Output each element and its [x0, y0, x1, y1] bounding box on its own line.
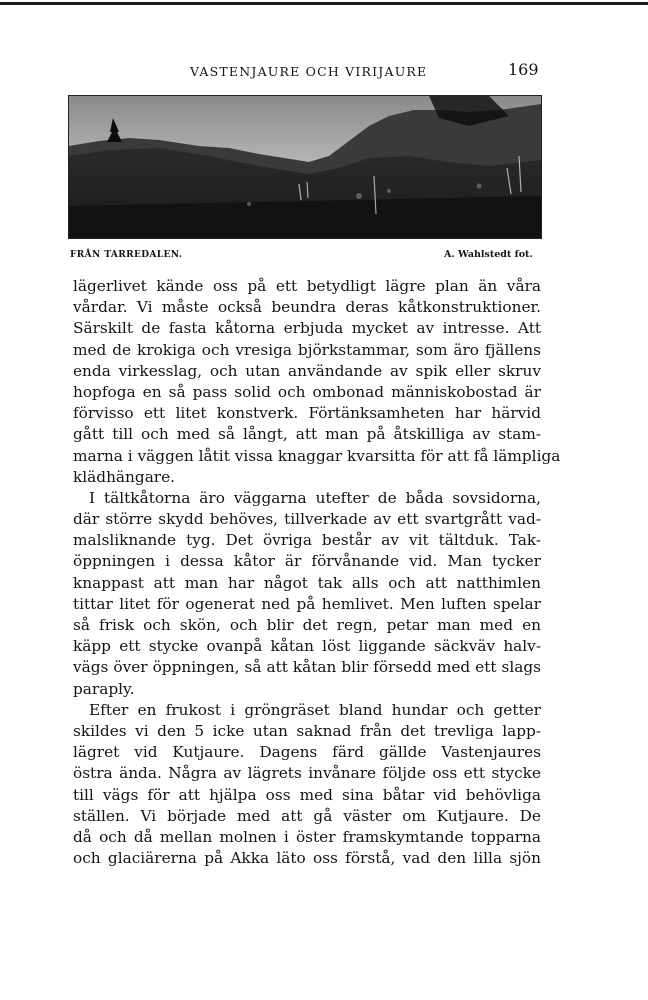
running-head: VASTENJAURE OCH VIRIJAURE: [190, 64, 428, 79]
text-line: så frisk och skön, och blir det regn, petar man med en: [73, 616, 541, 634]
text-line: vägs över öppningen, så att kåtan blir försedd med ett slags: [73, 658, 541, 677]
page-number: 169: [508, 60, 539, 79]
text-line: käpp ett stycke ovanpå kåtan löst liggande säckväv halv-: [73, 637, 541, 656]
top-border-rule: [0, 2, 648, 5]
text-line: malsliknande tyg. Det övriga består av vit tältduk. Tak-: [73, 531, 541, 550]
text-line: förvisso ett litet konstverk. Förtänksamheten har härvid: [73, 404, 541, 423]
text-line: klädhängare.: [73, 467, 176, 486]
text-line: lägret vid Kutjaure. Dagens färd gällde Vastenjaures: [73, 743, 541, 762]
text-line: hopfoga en så pass solid och ombonad människobostad är: [73, 382, 541, 401]
text-line: marna i väggen låtit vissa knaggar kvarsitta för att få lämpliga: [73, 446, 561, 465]
text-line: enda virkesslag, och utan användande av spik eller skruv: [73, 361, 541, 380]
text-line: tittar litet för ogenerat ned på hemlivet. Men luften spelar: [73, 594, 541, 613]
text-line: I tältkåtorna äro väggarna utefter de båda sovsidorna,: [89, 488, 541, 507]
text-line: ställen. Vi började med att gå väster om Kutjaure. De: [73, 806, 541, 825]
body-text: [73, 276, 561, 869]
landscape-photo: [68, 95, 542, 239]
text-line: knappast att man har något tak alls och att natthimlen: [73, 573, 541, 592]
text-line: gått till och med så långt, att man på åtskilliga av stam-: [73, 425, 541, 444]
text-line: lägerlivet kände oss på ett betydligt lägre plan än våra: [73, 277, 541, 295]
text-line: öppningen i dessa kåtor är förvånande vid. Man tycker: [73, 552, 541, 571]
text-line: skildes vi den 5 icke utan saknad från det trevliga lapp-: [73, 721, 541, 740]
text-line: vårdar. Vi måste också beundra deras kåtkonstruktioner.: [73, 298, 541, 317]
text-line: paraply.: [73, 679, 135, 698]
text-line: till vägs för att hjälpa oss med sina båtar vid behövliga: [73, 785, 541, 804]
text-line: där större skydd behöves, tillverkade av ett svartgrått vad-: [73, 510, 541, 529]
text-line: och glaciärerna på Akka läto oss förstå, vad den lilla sjön: [73, 849, 541, 868]
photo-credit: A. Wahlstedt fot.: [444, 249, 533, 260]
text-line: Efter en frukost i gröngräset bland hundar och getter: [89, 700, 541, 719]
landscape-photo-icon: [69, 96, 541, 238]
text-line: då och då mellan molnen i öster framskymtande topparna: [73, 827, 541, 846]
text-line: med de krokiga och vresiga björkstammar, som äro fjällens: [73, 340, 541, 359]
text-line: östra ända. Några av lägrets invånare följde oss ett stycke: [73, 764, 541, 783]
text-line: Särskilt de fasta kåtorna erbjuda mycket av intresse. Att: [73, 319, 541, 338]
photo-caption-title: FRÅN TARREDALEN.: [70, 250, 183, 260]
